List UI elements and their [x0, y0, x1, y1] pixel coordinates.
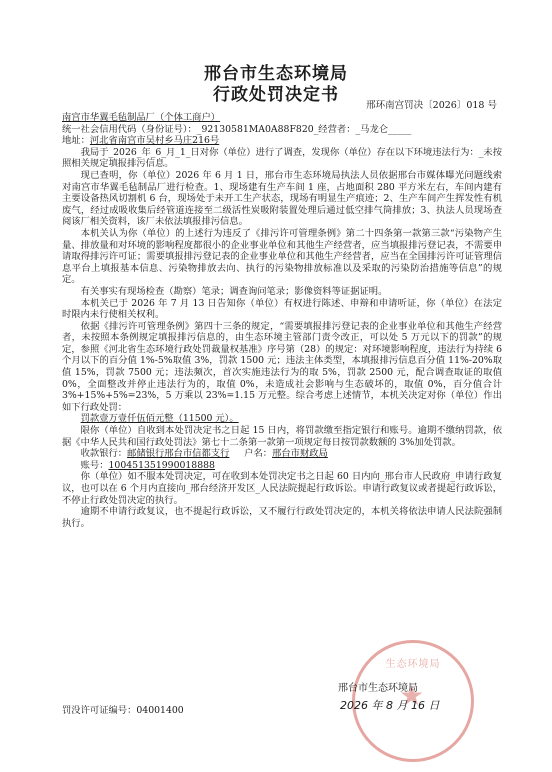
issuer-name: 邢台市生态环境局 — [338, 683, 418, 694]
bank-name: 邮储银行邢台市信都支行 — [127, 448, 230, 460]
paragraph-legal-basis: 依据《排污许可管理条例》第四十三条的规定，“需要填报排污登记表的企业事业单位和其他生产经营者，未按照本条例规定填报排污信息的，由生态环境主管部门责令改正，可以处 5 万元以下的罚款”的规定，参照《河北省生态环境行政处罚裁量权基准》序号第（28）的规定：对环境影响程度，违法行为持续 6 个月以下的百分值 1%-5%取值 3%，罚款 1500 元；违法主体类型，本填报排污信息百分值 11%-20%取值 15%，罚款 7500 元；违法频次，首次实施违法行为的取 5%，罚款 2500 元，配合调查取证的取值 0%，全面整改并停止违法行为的，取值 0%，未造成社会影响与生态破坏的，取值 0%，百分值合计 3%+15%+5%=23%，5 万乘以 23%=1.15 万元整。综合考虑上述情节，本机关决定对你（单位）作出如下行政处罚： — [62, 320, 502, 413]
paragraph-payment-deadline: 限你（单位）自收到本处罚决定书之日起 15 日内，将罚款缴至指定银行和账号。逾期不缴纳罚款，依据《中华人民共和国行政处罚法》第七十二条第一款第一项规定每日按罚款数额的 3%加处罚款。 — [62, 425, 502, 448]
payee-name: 邢台市财政局 — [272, 448, 328, 460]
document-number: 邢环南宫罚决〔2026〕018 号 — [366, 100, 497, 111]
penalty-amount: 罚款壹万壹仟伍佰元整（11500 元）。 — [80, 413, 239, 425]
paragraph-facts: 现已查明，你（单位）2026 年 6 月 1 日，邢台市生态环境局执法人员依据邢台市媒体曝光问题线索对南宫市华翼毛毡制品厂进行检查。1、现场建有生产车间 1 座，占地面积 280 平方米左右，车间内建有主要设备热风切割机 6 台，现场处于未开工生产状态，现场有明显生产痕迹；2、生产车间产生挥发性有机废气，经过成吸收集后经管道连接至二级活性炭吸附装置处理后通过低空排气筒排放；3、执法人员现场查阅该厂相关资料，该厂未依法填报排污信息。 — [62, 169, 502, 228]
party-address: 地址：河北省南宫市吴村乡马庄216号 — [62, 135, 220, 147]
seal-text: 生态环境局 — [385, 659, 441, 670]
penalty-license-code: 罚没许可证编号：04001400 — [62, 705, 184, 716]
bank-label: 收款银行： — [80, 448, 128, 460]
party-credit-code: 统一社会信用代码（身份证号）：_92130581MA0A88F820_经营者：_马龙仑_____ — [62, 123, 412, 135]
paragraph-enforcement: 逾期不申请行政复议，也不提起行政诉讼，又不履行行政处罚决定的，本机关将依法申请人民法院强制执行。 — [62, 506, 502, 529]
paragraph-notice: 本机关已于 2026 年 7 月 13 日告知你（单位）有权进行陈述、申辩和申请听证，你（单位）在法定时限内未行使相关权利。 — [62, 297, 502, 321]
payment-account-row — [62, 460, 502, 472]
party-address-value: 河北省南宫市吴村乡马庄216号 — [89, 135, 220, 147]
party-name: 南宫市华翼毛毡制品厂（个体工商户） — [62, 112, 221, 123]
document-title: 行政处罚决定书 — [213, 85, 339, 105]
document-body — [62, 112, 502, 529]
payment-bank-row — [62, 448, 502, 460]
paragraph-investigation: 我局于_2026_年_6_月_1_日对你（单位）进行了调查，发现你（单位）存在以下环境违法行为：_未按照相关规定填报排污信息。 — [62, 146, 502, 170]
paragraph-appeal: 你（单位）如不服本处罚决定，可在收到本处罚决定书之日起 60 日内向_邢台市人民政府_申请行政复议，也可以在 6 个月内直接向_邢台经济开发区_人民法院提起行政诉讼。申请行政复议或者提起行政诉讼，不停止行政处罚决定的执行。 — [62, 471, 502, 506]
account-number: 100451351990018888 — [108, 459, 215, 471]
agency-title: 邢台市生态环境局 — [204, 64, 348, 84]
paragraph-evidence: 有关事实有现场检查（勘察）笔录；调查询问笔录；影像资料等证据证明。 — [80, 285, 388, 297]
account-label: 账号： — [80, 459, 109, 471]
issue-date: 2026 年 8 月 16 日 — [340, 699, 440, 712]
payee-label: 户名： — [244, 448, 273, 460]
paragraph-violation: 本机关认为你（单位）的上述行为违反了《排污许可管理条例》第二十四条第一款第三款“污染物产生量、排放量和对环境的影响程度都很小的企业事业单位和其他生产经营者，应当填报排污登记表，不需要申请取得排污许可证；需要填报排污登记表的企业事业单位和其他生产经营者，应当在全国排污许可证管理信息平台上填报基本信息、污染物排放去向、执行的污染物排放标准以及采取的污染防治措施等信息”的规定。 — [62, 227, 502, 286]
